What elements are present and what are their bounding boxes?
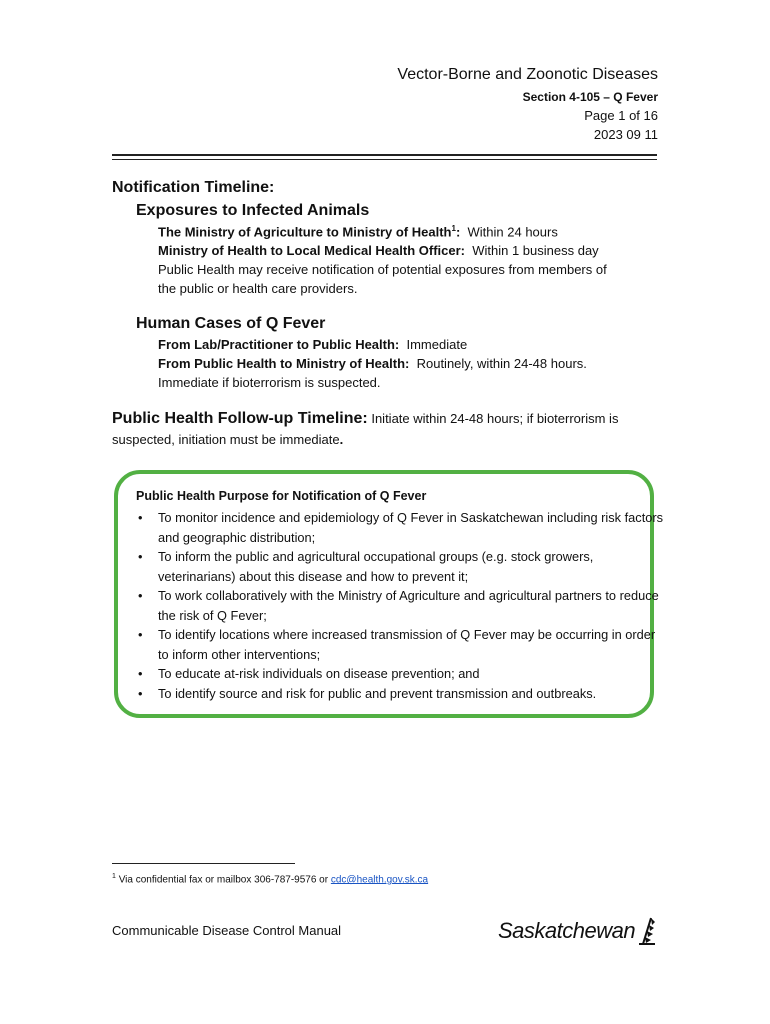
human-line-1 xyxy=(158,337,467,352)
human-line-2-label: From Public Health to Ministry of Health: xyxy=(158,356,410,371)
list-item: • To work collaboratively with the Ministry of Agriculture and agricultural partners to reduce the risk of Q Fever; xyxy=(138,588,659,623)
followup-label: Public Health Follow-up Timeline xyxy=(112,410,363,427)
revision-date: 2023 09 11 xyxy=(593,127,658,142)
exposures-line-1-label: The Ministry of Agriculture to Ministry of Health xyxy=(158,224,452,240)
list-item: • To monitor incidence and epidemiology of Q Fever in Saskatchewan including risk factors and geographic distribution; xyxy=(138,510,664,545)
footnote-divider xyxy=(112,863,295,864)
section-label: Section 4-105 – Q Fever xyxy=(522,90,658,104)
bullet-icon: • xyxy=(138,510,143,525)
list-item: • To educate at-risk individuals on disease prevention; and xyxy=(136,664,666,684)
followup-line-2 xyxy=(112,432,343,447)
list-item: • To identify source and risk for public and prevent transmission and outbreaks. xyxy=(136,684,666,704)
notification-heading: Notification Timeline: xyxy=(112,179,275,196)
document-title: Vector-Borne and Zoonotic Diseases xyxy=(397,66,658,83)
bullet-icon: • xyxy=(138,549,143,564)
footnote xyxy=(112,873,428,885)
exposures-line-2 xyxy=(158,243,599,258)
exposures-line-1-value: Within 24 hours xyxy=(467,224,558,240)
list-item: • To inform the public and agricultural occupational groups (e.g. stock growers, veterinarians) about this disease and how to prevent it; xyxy=(138,549,594,584)
human-line-3: Immediate if bioterrorism is suspected. xyxy=(158,375,381,390)
followup-period: . xyxy=(339,432,344,447)
human-cases-heading: Human Cases of Q Fever xyxy=(136,315,326,332)
bullet-icon: • xyxy=(138,588,143,603)
followup-text-1: Initiate within 24-48 hours; if bioterrorism is xyxy=(371,411,619,426)
page-number: Page 1 of 16 xyxy=(584,108,658,123)
followup-text-2: suspected, initiation must be immediate xyxy=(112,432,340,447)
human-line-2-value: Routinely, within 24-48 hours. xyxy=(416,356,587,371)
human-line-1-value: Immediate xyxy=(406,337,468,352)
wheat-sheaf-icon xyxy=(637,916,657,946)
exposures-note-line-1: Public Health may receive notification of potential exposures from members of xyxy=(158,262,607,277)
list-item: • To identify locations where increased transmission of Q Fever may be occurring in order to inform other interventions; xyxy=(138,627,656,662)
footnote-email-link[interactable]: cdc@health.gov.sk.ca xyxy=(330,874,429,886)
exposures-note-line-2: the public or health care providers. xyxy=(158,281,358,296)
bullet-icon: • xyxy=(138,627,143,642)
human-line-2 xyxy=(158,356,587,371)
bullet-icon: • xyxy=(138,666,143,681)
exposures-line-2-value: Within 1 business day xyxy=(472,243,599,258)
footnote-ref[interactable]: 1 xyxy=(451,224,456,233)
followup-line-1 xyxy=(112,410,618,428)
logo-wordmark: Saskatchewan xyxy=(498,918,636,943)
purpose-list xyxy=(136,508,666,703)
exposures-line-1-colon: : xyxy=(455,224,461,240)
exposures-heading: Exposures to Infected Animals xyxy=(136,202,370,219)
footer-manual-name: Communicable Disease Control Manual xyxy=(112,923,342,938)
footnote-number: 1 xyxy=(112,873,116,880)
human-line-1-label: From Lab/Practitioner to Public Health: xyxy=(158,337,400,352)
purpose-title: Public Health Purpose for Notification of Q Fever xyxy=(136,489,427,503)
saskatchewan-logo xyxy=(498,914,657,948)
exposures-line-2-label: Ministry of Health to Local Medical Health Officer: xyxy=(158,243,465,258)
footnote-text: Via confidential fax or mailbox 306-787-9576 or xyxy=(118,874,329,886)
followup-colon: : xyxy=(362,410,368,427)
header-divider-thin xyxy=(112,159,657,160)
exposures-line-1 xyxy=(158,224,558,239)
header-divider-thick xyxy=(112,154,657,156)
bullet-icon: • xyxy=(138,685,143,701)
